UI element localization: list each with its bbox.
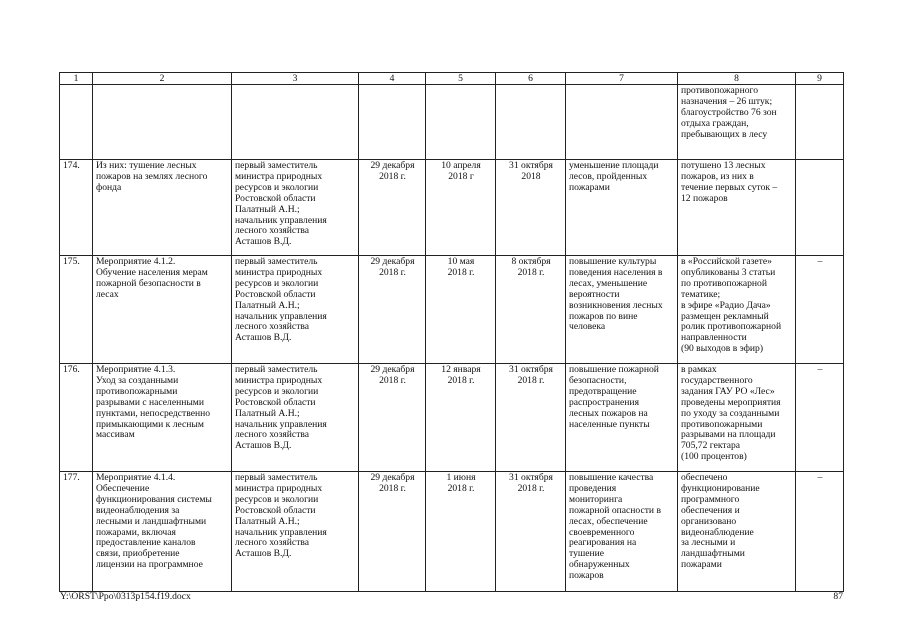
table-row [60,472,844,592]
header-cell: 1 [60,73,93,85]
cell-notes: – [796,364,844,472]
measures-table [59,72,844,592]
cell-planned-date: 29 декабря 2018 г. [359,364,426,472]
cell-notes [796,85,844,160]
footer-file-path: Y:\ORST\Ppo\0313p154.f19.docx [60,591,191,602]
header-row [60,73,844,85]
cell-expected-result [566,85,678,160]
cell-number: 174. [60,160,93,256]
cell-measure-name: Мероприятие 4.1.4. Обеспечение функционирования системы видеонаблюдения за лесными и ландшафтными пожарами, включая предоставление каналов связи, приобретение лицензии на программное [93,472,232,592]
header-cell: 4 [359,73,426,85]
header-cell: 6 [496,73,566,85]
cell-expected-result: повышение качества проведения мониторинга пожарной опасности в лесах, обеспечение своевременного реагирования на тушение обнаруженных пожаров [566,472,678,592]
cell-responsible: первый заместитель министра природных ресурсов и экологии Ростовской области Палатный А.Н.; начальник управления лесного хозяйства Асташов В.Д. [232,256,359,364]
cell-notes: – [796,256,844,364]
cell-planned-date: 29 декабря 2018 г. [359,160,426,256]
cell-actual-result: в «Российской газете» опубликованы 3 статьи по противопожарной тематике; в эфире «Радио Дача» размещен рекламный ролик противопожарной направленности (90 выходов в эфир) [678,256,796,364]
header-cell: 5 [426,73,496,85]
cell-actual-end: 31 октября 2018 г. [496,364,566,472]
cell-planned-date [359,85,426,160]
table-row [60,160,844,256]
cell-actual-start: 10 апреля 2018 г [426,160,496,256]
cell-actual-end: 31 октября 2018 г. [496,472,566,592]
cell-responsible: первый заместитель министра природных ресурсов и экологии Ростовской области Палатный А.Н.; начальник управления лесного хозяйства Асташов В.Д. [232,364,359,472]
cell-actual-result: потушено 13 лесных пожаров, из них в течение первых суток – 12 пожаров [678,160,796,256]
cell-notes: – [796,472,844,592]
header-cell: 7 [566,73,678,85]
cell-actual-start: 12 января 2018 г. [426,364,496,472]
cell-actual-start: 1 июня 2018 г. [426,472,496,592]
cell-measure-name: Из них: тушение лесных пожаров на землях лесного фонда [93,160,232,256]
cell-planned-date: 29 декабря 2018 г. [359,472,426,592]
table-row [60,85,844,160]
header-cell: 8 [678,73,796,85]
table-row [60,364,844,472]
footer-page-number: 87 [833,591,843,602]
cell-responsible: первый заместитель министра природных ресурсов и экологии Ростовской области Палатный А.Н.; начальник управления лесного хозяйства Асташов В.Д. [232,160,359,256]
cell-actual-start: 10 мая 2018 г. [426,256,496,364]
cell-actual-end: 8 октября 2018 г. [496,256,566,364]
cell-number [60,85,93,160]
cell-measure-name: Мероприятие 4.1.2. Обучение населения мерам пожарной безопасности в лесах [93,256,232,364]
cell-responsible [232,85,359,160]
cell-responsible: первый заместитель министра природных ресурсов и экологии Ростовской области Палатный А.Н.; начальник управления лесного хозяйства Асташов В.Д. [232,472,359,592]
header-cell: 9 [796,73,844,85]
cell-planned-date: 29 декабря 2018 г. [359,256,426,364]
cell-measure-name: Мероприятие 4.1.3. Уход за созданными противопожарными разрывами с населенными пунктами, непосредственно примыкающими к лесным массивам [93,364,232,472]
cell-notes [796,160,844,256]
cell-number: 176. [60,364,93,472]
cell-actual-result: в рамках государственного задания ГАУ РО «Лес» проведены мероприятия по уходу за созданными противопожарными разрывами на площади 705,72 гектара (100 процентов) [678,364,796,472]
cell-number: 177. [60,472,93,592]
cell-actual-start [426,85,496,160]
cell-actual-result: противопожарного назначения – 26 штук; благоустройство 76 зон отдыха граждан, пребывающих в лесу [678,85,796,160]
cell-expected-result: повышение культуры поведения населения в лесах, уменьшение вероятности возникновения лесных пожаров по вине человека [566,256,678,364]
cell-actual-end: 31 октября 2018 [496,160,566,256]
cell-expected-result: повышение пожарной безопасности, предотвращение распространения лесных пожаров на населенные пункты [566,364,678,472]
cell-actual-result: обеспечено функционирование программного обеспечения и организовано видеонаблюдение за лесными и ландшафтными пожарами [678,472,796,592]
cell-expected-result: уменьшение площади лесов, пройденных пожарами [566,160,678,256]
header-cell: 3 [232,73,359,85]
cell-measure-name [93,85,232,160]
header-cell: 2 [93,73,232,85]
cell-actual-end [496,85,566,160]
table-row [60,256,844,364]
cell-number: 175. [60,256,93,364]
